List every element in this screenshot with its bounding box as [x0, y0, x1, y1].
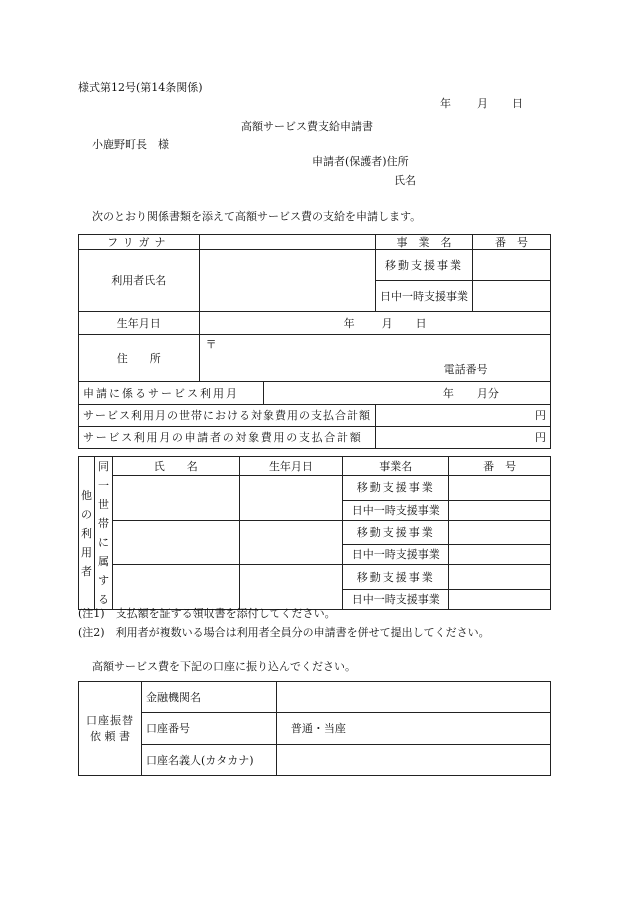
other-business-header: 事業名 [343, 457, 449, 476]
other-number-header: 番 号 [449, 457, 551, 476]
other-user-1-name[interactable] [112, 476, 239, 521]
other-user-2-nicchu: 日中一時支援事業 [343, 545, 449, 565]
furigana-label: フリガナ [79, 235, 200, 250]
account-holder-label: 口座名義人(カタカナ) [141, 745, 276, 776]
addressee: 小鹿野町長 様 [92, 138, 169, 151]
furigana-field[interactable] [199, 235, 375, 250]
other-user-1-idou: 移動支援事業 [343, 476, 449, 501]
birth-year-label: 年 [343, 316, 355, 330]
address-label: 住 所 [79, 335, 200, 382]
account-holder-field[interactable] [276, 745, 550, 776]
other-user-2-name[interactable] [112, 520, 239, 565]
intro-text: 次のとおり関係書類を添えて高額サービス費の支給を申請します。 [92, 210, 422, 223]
other-user-3-idou-number[interactable] [449, 565, 551, 590]
other-user-2-nicchu-number[interactable] [449, 545, 551, 565]
institution-field[interactable] [276, 682, 550, 713]
application-table [78, 234, 551, 449]
applicant-total-field[interactable] [376, 427, 551, 449]
institution-label: 金融機関名 [141, 682, 276, 713]
other-user-3-name[interactable] [112, 565, 239, 610]
other-user-2-idou: 移動支援事業 [343, 520, 449, 545]
service-month-unit: 月分 [476, 386, 499, 400]
other-user-1-birth[interactable] [239, 476, 343, 521]
other-user-1-nicchu: 日中一時支援事業 [343, 500, 449, 520]
applicant-name-label: 氏名 [394, 174, 416, 187]
household-yen: 円 [535, 409, 546, 422]
other-users-outer-label: 他 の 利 用 者 [79, 457, 95, 610]
service-month-label: 申請に係るサービス利用月 [79, 382, 264, 405]
idou-number-field[interactable] [473, 250, 551, 281]
other-user-3-nicchu: 日中一時支援事業 [343, 590, 449, 610]
other-user-2-idou-number[interactable] [449, 520, 551, 545]
address-field[interactable] [199, 335, 550, 382]
other-user-2-birth[interactable] [239, 520, 343, 565]
birth-month-label: 月 [381, 316, 393, 330]
bank-table [78, 681, 551, 776]
note-2: (注2) 利用者が複数いる場合は利用者全員分の申請書を併せて提出してください。 [78, 626, 490, 639]
other-users-table [78, 456, 551, 610]
account-number-field[interactable] [276, 713, 550, 745]
nicchu-number-field[interactable] [473, 281, 551, 312]
postal-mark: 〒 [205, 338, 217, 351]
other-user-1-nicchu-number[interactable] [449, 500, 551, 520]
user-name-field[interactable] [199, 250, 375, 312]
business-name-header: 事 業 名 [376, 235, 473, 250]
birth-day-label: 日 [415, 316, 427, 330]
number-header: 番 号 [473, 235, 551, 250]
bank-transfer-label: 口座振替 依 頼 書 [79, 682, 142, 776]
account-number-label: 口座番号 [141, 713, 276, 745]
birth-date-label: 生年月日 [79, 312, 200, 335]
user-name-label: 利用者氏名 [79, 250, 200, 312]
form-number: 様式第12号(第14条関係) [78, 81, 203, 94]
phone-label: 電話番号 [443, 363, 488, 376]
date-day-label: 日 [512, 97, 523, 110]
other-users-inner-label: 同 一 世 帯 に 属 す る [94, 457, 112, 610]
form-title: 高額サービス費支給申請書 [241, 120, 373, 133]
applicant-total-label: サービス利用月の申請者の対象費用の支払合計額 [79, 427, 376, 449]
birth-date-field[interactable] [199, 312, 550, 335]
household-total-label: サービス利用月の世帯における対象費用の支払合計額 [79, 405, 376, 427]
date-month-label: 月 [477, 97, 488, 110]
service-month-year: 年 [442, 386, 454, 400]
bank-intro: 高額サービス費を下記の口座に振り込んでください。 [92, 660, 356, 673]
nicchu-business-label: 日中一時支援事業 [376, 281, 473, 312]
other-user-3-birth[interactable] [239, 565, 343, 610]
note-1: (注1) 支払額を証する領収書を添付してください。 [78, 607, 336, 620]
service-month-field[interactable] [263, 382, 550, 405]
other-user-3-idou: 移動支援事業 [343, 565, 449, 590]
applicant-yen: 円 [535, 431, 546, 444]
household-total-field[interactable] [376, 405, 551, 427]
other-user-1-idou-number[interactable] [449, 476, 551, 501]
other-birth-header: 生年月日 [239, 457, 343, 476]
other-user-3-nicchu-number[interactable] [449, 590, 551, 610]
other-name-header: 氏 名 [112, 457, 239, 476]
applicant-address-label: 申請者(保護者)住所 [312, 155, 409, 168]
idou-business-label: 移動支援事業 [376, 250, 473, 281]
account-type: 普通・当座 [290, 722, 346, 735]
date-year-label: 年 [440, 97, 451, 110]
